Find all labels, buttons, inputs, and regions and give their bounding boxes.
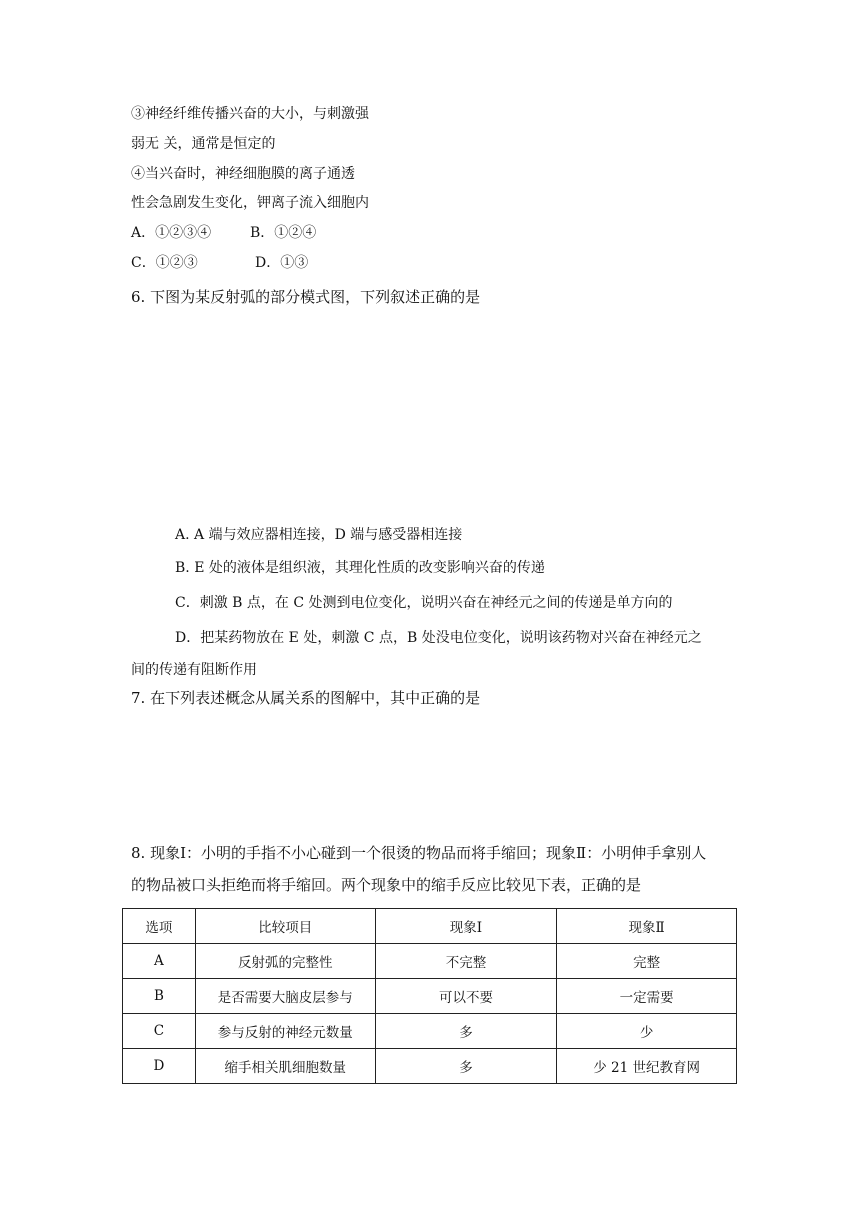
table-row <box>123 944 737 979</box>
q6-option-b: B. E 处的液体是组织液，其理化性质的改变影响兴奋的传递 <box>175 560 545 576</box>
table-cell: 缩手相关肌细胞数量 <box>195 1049 375 1084</box>
q6-option-c: C．刺激 B 点，在 C 处测到电位变化，说明兴奋在神经元之间的传递是单方向的 <box>175 595 673 611</box>
table-row <box>123 979 737 1014</box>
table-header-cell: 比较项目 <box>195 909 375 944</box>
q7-title: 7. 在下列表述概念从属关系的图解中，其中正确的是 <box>131 689 481 707</box>
table-header-cell: 现象Ⅰ <box>375 909 557 944</box>
table-cell: A <box>123 944 196 979</box>
q5-option-a: A．①②③④ <box>131 225 212 241</box>
q6-figure-area <box>131 315 731 515</box>
table-cell: 反射弧的完整性 <box>195 944 375 979</box>
table-row <box>123 1014 737 1049</box>
q8-comparison-table <box>122 908 737 1084</box>
q8-title-line2: 的物品被口头拒绝而将手缩回。两个现象中的缩手反应比较见下表，正确的是 <box>131 876 642 894</box>
q6-option-a: A. A 端与效应器相连接，D 端与感受器相连接 <box>175 527 463 543</box>
q5-statement-3-line1: ③神经纤维传播兴奋的大小，与刺激强 <box>131 106 369 122</box>
table-cell: 多 <box>375 1049 557 1084</box>
table-cell: 一定需要 <box>557 979 737 1014</box>
table-cell: 完整 <box>557 944 737 979</box>
q6-option-d-line2: 间的传递有阻断作用 <box>131 662 257 678</box>
table-header-cell: 选项 <box>123 909 196 944</box>
q6-option-d-line1: D．把某药物放在 E 处，刺激 C 点，B 处没电位变化，说明该药物对兴奋在神经元之 <box>175 630 702 646</box>
table-cell: 可以不要 <box>375 979 557 1014</box>
table-cell: B <box>123 979 196 1014</box>
table-cell: 不完整 <box>375 944 557 979</box>
q7-figure-area <box>131 715 731 825</box>
table-cell: 少 21 世纪教育网 <box>557 1049 737 1084</box>
q5-option-c: C．①②③ <box>131 255 198 271</box>
q5-option-d: D．①③ <box>255 255 309 271</box>
q5-option-b: B．①②④ <box>250 225 317 241</box>
q5-statement-4-line2: 性会急剧发生变化，钾离子流入细胞内 <box>131 195 369 211</box>
table-header-cell: 现象Ⅱ <box>557 909 737 944</box>
table-header-row <box>123 909 737 944</box>
q5-statement-4-line1: ④当兴奋时，神经细胞膜的离子通透 <box>131 166 355 182</box>
table-row <box>123 1049 737 1084</box>
table-cell: C <box>123 1014 196 1049</box>
table-cell: 参与反射的神经元数量 <box>195 1014 375 1049</box>
table-cell: 是否需要大脑皮层参与 <box>195 979 375 1014</box>
table-cell: 少 <box>557 1014 737 1049</box>
q6-title: 6. 下图为某反射弧的部分模式图，下列叙述正确的是 <box>131 288 481 306</box>
q5-statement-3-line2: 弱无 关，通常是恒定的 <box>131 136 276 152</box>
q8-title-line1: 8. 现象Ⅰ：小明的手指不小心碰到一个很烫的物品而将手缩回；现象Ⅱ：小明伸手拿别人 <box>131 844 707 862</box>
table-cell: 多 <box>375 1014 557 1049</box>
table-cell: D <box>123 1049 196 1084</box>
